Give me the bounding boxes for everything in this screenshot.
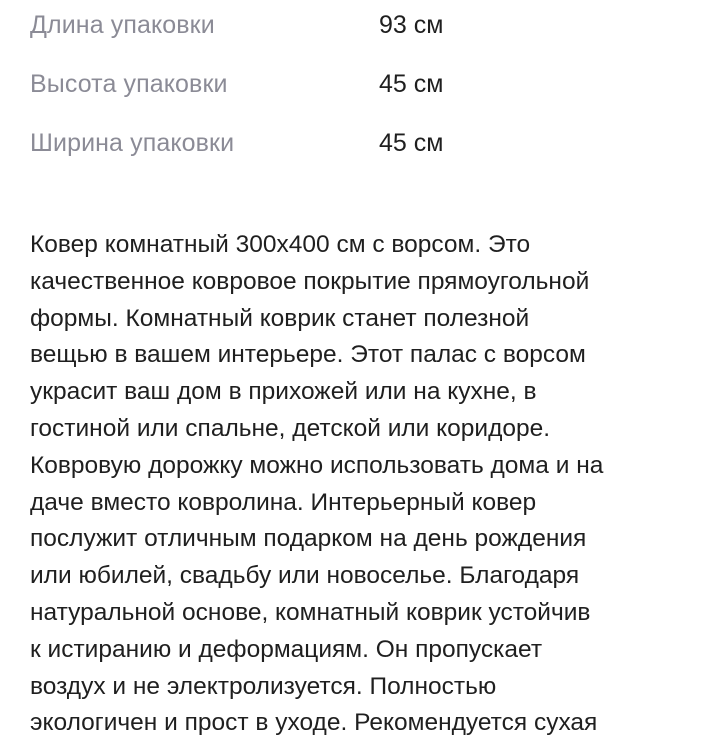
package-specs bbox=[30, 0, 690, 177]
spec-row-length bbox=[30, 0, 690, 59]
spec-row-height bbox=[30, 59, 690, 118]
product-description: Ковер комнатный 300x400 см с ворсом. Это качественное ковровое покрытие прямоугольной формы. Комнатный коврик станет полезной вещью в вашем интерьере. Этот палас с ворсом украсит ваш дом в прихожей или на кухне, в гостиной или спальне, детской или коридоре. Ковровую дорожку можно использовать дома и на даче вместо ковролина. Интерьерный ковер послужит отличным подарком на день рождения или юбилей, свадьбу или новоселье. Благодаря натуральной основе, комнатный коврик устойчив к истиранию и деформациям. Он пропускает воздух и не электролизуется. Полностью экологичен и прост в уходе. Рекомендуется сухая bbox=[30, 231, 604, 737]
spec-row-width bbox=[30, 118, 690, 177]
spec-value: 45 см bbox=[379, 70, 444, 98]
spec-label: Ширина упаковки bbox=[30, 129, 235, 157]
spec-label: Длина упаковки bbox=[30, 11, 215, 39]
spec-value: 93 см bbox=[379, 11, 444, 39]
spec-value: 45 см bbox=[379, 129, 444, 157]
spec-label: Высота упаковки bbox=[30, 70, 228, 98]
